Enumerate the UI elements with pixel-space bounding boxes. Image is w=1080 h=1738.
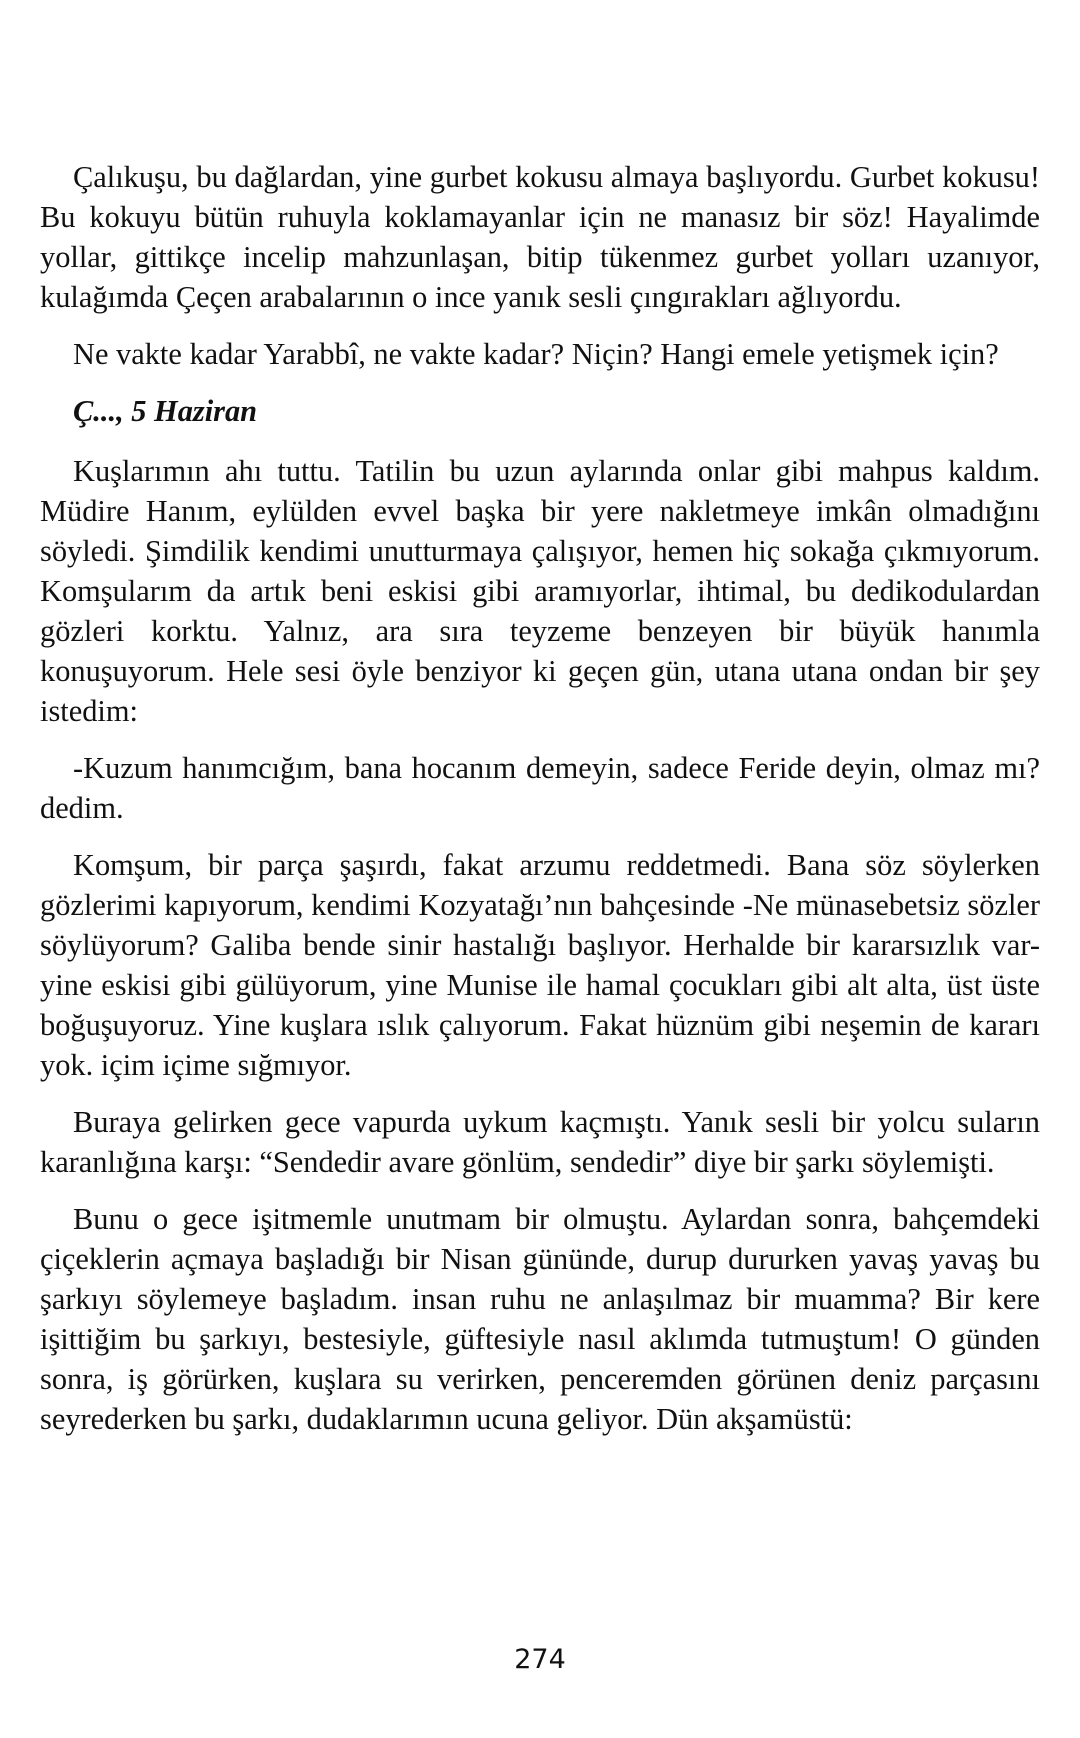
page-body xyxy=(40,157,1040,1456)
paragraph: Çalıkuşu, bu dağlardan, yine gurbet kokusu almaya başlıyordu. Gurbet kokusu! Bu kokuyu bütün ruhuyla koklamayanlar için ne manasız bir söz! Hayalimde yollar, gittikçe incelip mahzunlaşan, bitip tükenmez gurbet yolları uzanıyor, kulağımda Çeçen arabalarının o ince yanık sesli çıngırakları ağlıyordu. xyxy=(40,160,1040,314)
section-heading: Ç..., 5 Haziran xyxy=(73,394,258,428)
paragraph: -Kuzum hanımcığım, bana hocanım demeyin, sadece Feride deyin, olmaz mı? dedim. xyxy=(40,751,1040,825)
paragraph: Ne vakte kadar Yarabbî, ne vakte kadar? Niçin? Hangi emele yetişmek için? xyxy=(73,337,999,371)
paragraph: Bunu o gece işitmemle unutmam bir olmuştu. Aylardan sonra, bahçemdeki çiçeklerin açmaya başladığı bir Nisan gününde, durup dururken yavaş yavaş bu şarkıyı söylemeye başladım. insan ruhu ne anlaşılmaz bir muamma? Bir kere işittiğim bu şarkıyı, bestesiyle, güftesiyle nasıl aklımda tutmuştum! O günden sonra, iş görürken, kuşlara su verirken, penceremden görünen deniz parçasını seyrederken bu şarkı, dudaklarımın ucuna geliyor. Dün akşamüstü: xyxy=(40,1202,1040,1436)
paragraph: Kuşlarımın ahı tuttu. Tatilin bu uzun aylarında onlar gibi mahpus kaldım. Müdire Hanım, eylülden evvel başka bir yere nakletmeye imkân olmadığını söyledi. Şimdilik kendimi unutturmaya çalışıyor, hemen hiç sokağa çıkmıyorum. Komşularım da artık beni eskisi gibi aramıyorlar, ihtimal, bu dedikodulardan gözleri korktu. Yalnız, ara sıra teyzeme benzeyen bir büyük hanımla konuşuyorum. Hele sesi öyle benziyor ki geçen gün, utana utana ondan bir şey istedim: xyxy=(40,454,1040,728)
paragraph: Buraya gelirken gece vapurda uykum kaçmıştı. Yanık sesli bir yolcu suların karanlığına karşı: “Sendedir avare gönlüm, sendedir” diye bir şarkı söylemişti. xyxy=(40,1105,1040,1179)
page-number: 274 xyxy=(514,1644,566,1675)
paragraph: Komşum, bir parça şaşırdı, fakat arzumu reddetmedi. Bana söz söylerken gözlerimi kapıyorum, kendimi Kozyatağı’nın bahçesinde -Ne münasebetsiz sözler söylüyorum? Galiba bende sinir hastalığı başlıyor. Herhalde bir kararsızlık var-yine eskisi gibi gülüyorum, yine Munise ile hamal çocukları gibi alt alta, üst üste boğuşuyoruz. Yine kuşlara ıslık çalıyorum. Fakat hüznüm gibi neşemin de kararı yok. içim içime sığmıyor. xyxy=(40,848,1040,1082)
